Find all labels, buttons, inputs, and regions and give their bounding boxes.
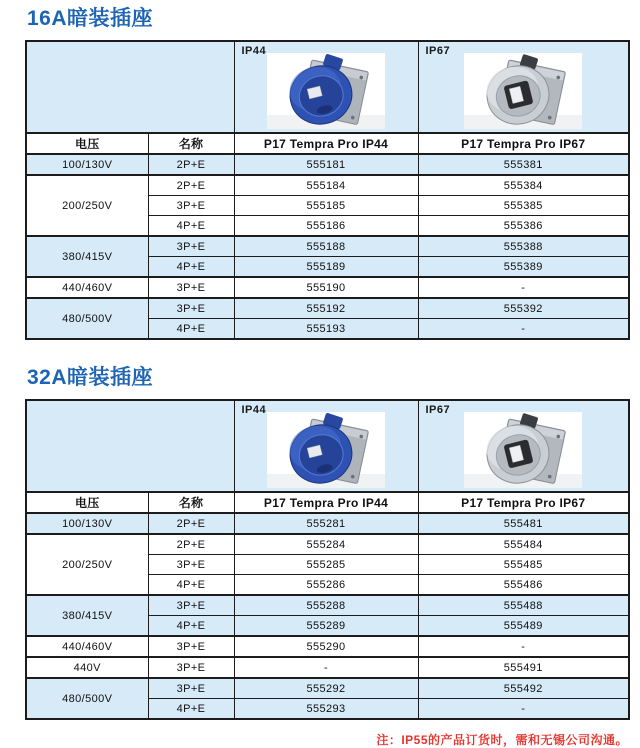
ip44-code-cell: 555190 [234, 277, 418, 298]
ip67-code-cell: 555388 [418, 236, 629, 257]
ip44-code-cell: 555186 [234, 216, 418, 237]
section-title-32a: 32A暗装插座 [27, 366, 154, 390]
ip44-product-photo [267, 53, 385, 129]
ip67-code-cell: 555392 [418, 298, 629, 319]
ip44-photo-cell [234, 400, 418, 492]
ip44-code-cell: 555286 [234, 575, 418, 596]
config-cell: 4P+E [148, 216, 234, 237]
product-image-row [26, 400, 629, 492]
column-header-row [26, 133, 629, 154]
ip67-label: IP67 [425, 404, 451, 417]
spec-table-32a [25, 399, 630, 720]
ip67-code-cell: 555492 [418, 678, 629, 699]
config-cell: 2P+E [148, 154, 234, 175]
ip44-code-cell: 555193 [234, 319, 418, 340]
table-row [26, 595, 629, 616]
ip44-code-cell: 555292 [234, 678, 418, 699]
ip44-code-cell: 555189 [234, 257, 418, 278]
ip67-code-cell: - [418, 636, 629, 657]
ip44-product-photo [267, 412, 385, 488]
ip44-code-cell: 555285 [234, 555, 418, 575]
spec-table-16a [25, 40, 630, 340]
ip67-photo-cell [418, 400, 629, 492]
voltage-cell: 100/130V [26, 513, 148, 534]
ip44-code-cell: 555288 [234, 595, 418, 616]
ip44-code-cell: 555284 [234, 534, 418, 555]
voltage-cell: 440V [26, 657, 148, 678]
ip67-code-cell: 555381 [418, 154, 629, 175]
ip44-code-cell: 555293 [234, 699, 418, 720]
ip44-code-cell: 555290 [234, 636, 418, 657]
ip67-code-cell: 555489 [418, 616, 629, 637]
ip67-code-cell: 555491 [418, 657, 629, 678]
voltage-cell: 380/415V [26, 236, 148, 277]
config-cell: 3P+E [148, 636, 234, 657]
config-cell: 4P+E [148, 575, 234, 596]
table-row [26, 678, 629, 699]
voltage-cell: 100/130V [26, 154, 148, 175]
table-row [26, 636, 629, 657]
ip44-code-cell: 555184 [234, 175, 418, 196]
voltage-cell: 480/500V [26, 678, 148, 719]
voltage-cell: 200/250V [26, 175, 148, 236]
ip67-code-cell: 555484 [418, 534, 629, 555]
table-row [26, 154, 629, 175]
ip44-code-cell: 555281 [234, 513, 418, 534]
ip67-photo-cell [418, 41, 629, 133]
ip44-code-cell: 555181 [234, 154, 418, 175]
config-cell: 2P+E [148, 175, 234, 196]
table-row [26, 298, 629, 319]
config-cell: 4P+E [148, 257, 234, 278]
ip44-label: IP44 [241, 45, 267, 58]
config-cell: 3P+E [148, 657, 234, 678]
col-header-ip67: P17 Tempra Pro IP67 [418, 492, 629, 513]
ip67-code-cell: 555486 [418, 575, 629, 596]
col-header-name: 名称 [148, 492, 234, 513]
config-cell: 3P+E [148, 277, 234, 298]
voltage-cell: 480/500V [26, 298, 148, 339]
table-row [26, 534, 629, 555]
ip67-product-photo [464, 412, 582, 488]
ip44-code-cell: 555188 [234, 236, 418, 257]
table-row [26, 175, 629, 196]
ip44-code-cell: 555192 [234, 298, 418, 319]
ip67-code-cell: 555488 [418, 595, 629, 616]
col-header-ip67: P17 Tempra Pro IP67 [418, 133, 629, 154]
table-row [26, 513, 629, 534]
ip67-label: IP67 [425, 45, 451, 58]
ip44-code-cell: 555289 [234, 616, 418, 637]
table-row [26, 657, 629, 678]
config-cell: 4P+E [148, 699, 234, 720]
ip67-product-photo [464, 53, 582, 129]
config-cell: 3P+E [148, 595, 234, 616]
ip67-code-cell: 555485 [418, 555, 629, 575]
config-cell: 2P+E [148, 534, 234, 555]
ip44-label: IP44 [241, 404, 267, 417]
ip67-code-cell: - [418, 277, 629, 298]
table-row [26, 277, 629, 298]
order-note: 注：IP55的产品订货时，需和无锡公司沟通。 [376, 733, 628, 748]
col-header-ip44: P17 Tempra Pro IP44 [234, 492, 418, 513]
section-title-16a: 16A暗装插座 [27, 7, 154, 30]
col-header-voltage: 电压 [26, 492, 148, 513]
col-header-name: 名称 [148, 133, 234, 154]
ip67-code-cell: 555389 [418, 257, 629, 278]
ip67-code-cell: 555384 [418, 175, 629, 196]
table-row [26, 236, 629, 257]
ip67-code-cell: 555386 [418, 216, 629, 237]
config-cell: 2P+E [148, 513, 234, 534]
ip67-code-cell: - [418, 699, 629, 720]
ip44-code-cell: - [234, 657, 418, 678]
col-header-ip44: P17 Tempra Pro IP44 [234, 133, 418, 154]
config-cell: 4P+E [148, 616, 234, 637]
voltage-cell: 200/250V [26, 534, 148, 595]
config-cell: 3P+E [148, 298, 234, 319]
ip67-code-cell: 555385 [418, 196, 629, 216]
ip44-photo-cell [234, 41, 418, 133]
config-cell: 3P+E [148, 678, 234, 699]
ip67-code-cell: 555481 [418, 513, 629, 534]
blank-corner-cell [26, 41, 234, 133]
column-header-row [26, 492, 629, 513]
ip67-code-cell: - [418, 319, 629, 340]
ip44-code-cell: 555185 [234, 196, 418, 216]
config-cell: 3P+E [148, 555, 234, 575]
config-cell: 3P+E [148, 196, 234, 216]
col-header-voltage: 电压 [26, 133, 148, 154]
blank-corner-cell [26, 400, 234, 492]
voltage-cell: 380/415V [26, 595, 148, 636]
product-image-row [26, 41, 629, 133]
voltage-cell: 440/460V [26, 636, 148, 657]
voltage-cell: 440/460V [26, 277, 148, 298]
config-cell: 4P+E [148, 319, 234, 340]
config-cell: 3P+E [148, 236, 234, 257]
